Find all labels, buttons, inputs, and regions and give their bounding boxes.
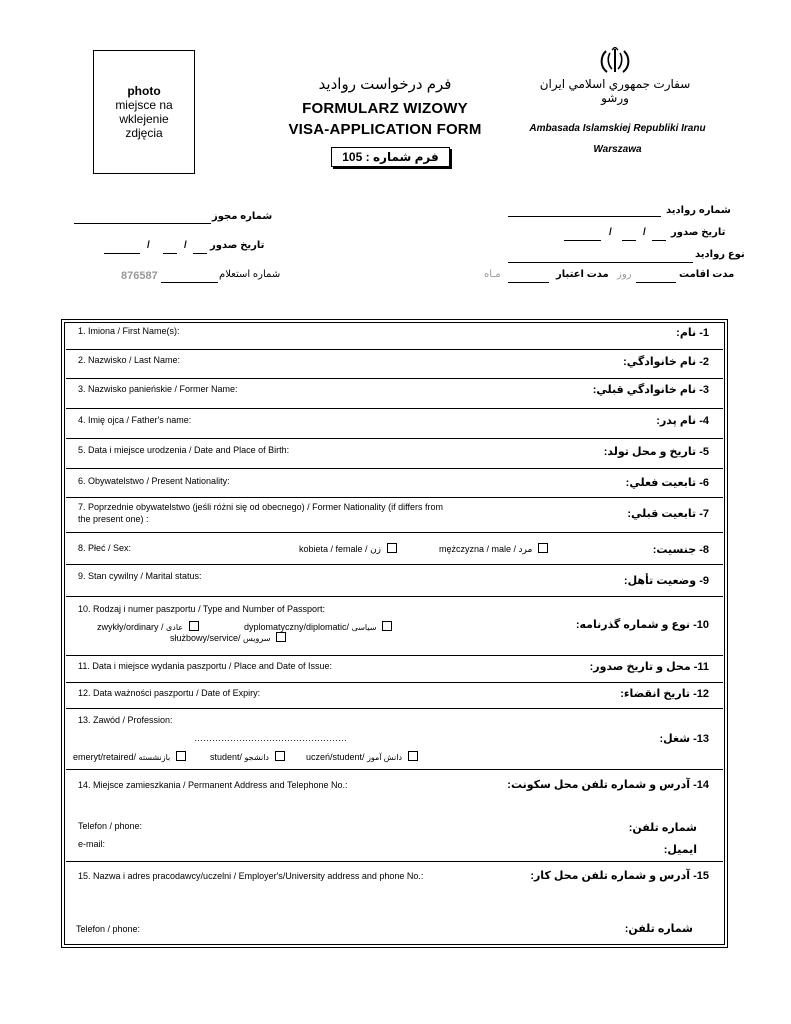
field-employer-pl: 15. Nazwa i adres pracodawcy/uczelni / Employer's/University address and phone No.: — [78, 871, 424, 881]
profession-dots: …………………………………………… — [194, 733, 347, 743]
title-farsi: فرم درخواست رواديد — [318, 76, 452, 93]
field-profession-pl: 13. Zawód / Profession: — [78, 715, 173, 725]
permit-no-line[interactable] — [74, 213, 211, 224]
validity-label: مدت اعتبار — [556, 269, 609, 280]
field-address-fa: 14- آدرس و شماره تلفن محل سكونت: — [507, 779, 709, 791]
field-first-name-pl: 1. Imiona / First Name(s): — [78, 326, 180, 336]
sex-male-fa: مرد — [518, 544, 533, 554]
stay-duration-label: مدت اقامت — [679, 269, 735, 280]
passport-service-pl: służbowy/service/ — [170, 633, 241, 643]
profession-pupil-checkbox[interactable] — [408, 751, 418, 761]
passport-ordinary-checkbox[interactable] — [189, 621, 199, 631]
form-number-label: فرم شماره : — [365, 150, 439, 164]
field-last-name[interactable] — [66, 350, 723, 379]
field-passport-expiry[interactable] — [66, 683, 723, 709]
sex-male-checkbox[interactable] — [538, 543, 548, 553]
profession-retired-fa: بازنشسته — [138, 753, 171, 762]
issue-date-left-month[interactable] — [163, 243, 177, 254]
field-first-name-fa: 1- نام: — [676, 327, 709, 339]
field-father-name-fa: 4- نام پدر: — [656, 415, 709, 427]
photo-text-2: wklejenie — [119, 112, 169, 126]
form-number-box — [331, 147, 450, 167]
title-english-text: VISA-APPLICATION FORM — [288, 121, 482, 138]
iran-emblem-icon — [600, 47, 630, 75]
visa-type-line[interactable] — [508, 252, 693, 263]
photo-box — [93, 50, 195, 174]
field-former-nationality[interactable] — [66, 498, 723, 533]
validity-line[interactable] — [508, 272, 549, 283]
field-address-pl: 14. Miejsce zamieszkania / Permanent Address and Telephone No.: — [78, 780, 348, 790]
embassy-farsi-line2: ورشو — [601, 91, 629, 105]
field-former-nationality-pl: 7. Poprzednie obywatelstwo (jeśli różni się od obecnego) / Former Nationality (if differs from — [78, 502, 443, 512]
profession-retired-option[interactable] — [73, 751, 186, 762]
form-number-value: 105 — [342, 150, 363, 164]
passport-service-checkbox[interactable] — [276, 632, 286, 642]
issue-date-right-day[interactable] — [652, 230, 666, 241]
embassy-farsi-line1: سفارت جمهوري اسلامي ايران — [539, 77, 691, 91]
employer-phone-fa: شماره تلفن: — [624, 923, 693, 935]
photo-text-1: miejsce na — [115, 98, 173, 112]
title-polish — [280, 100, 490, 117]
field-sex-fa: 8- جنسيت: — [652, 544, 709, 556]
photo-label: photo — [127, 84, 161, 98]
field-passport-issue-fa: 11- محل و تاريخ صدور: — [589, 661, 709, 673]
field-sex-pl: 8. Płeć / Sex: — [78, 543, 132, 553]
passport-service-fa: سرويس — [243, 634, 271, 643]
visa-type-label: نوع رواديد — [695, 249, 745, 260]
issue-date-right-month[interactable] — [622, 230, 636, 241]
field-former-nationality-pl2: the present one) : — [78, 514, 149, 524]
field-employer[interactable] — [66, 862, 723, 944]
field-passport-pl: 10. Rodzaj i numer paszportu / Type and Number of Passport: — [78, 604, 325, 614]
validity-month-label: مـاه — [484, 269, 501, 280]
permit-no-label: شماره مجوز — [212, 211, 273, 222]
title-polish-text: FORMULARZ WIZOWY — [302, 100, 468, 117]
field-father-name-pl: 4. Imię ojca / Father's name: — [78, 415, 192, 425]
passport-ordinary-option[interactable] — [97, 621, 199, 632]
employer-phone-pl: Telefon / phone: — [76, 924, 141, 934]
passport-ordinary-fa: عادی — [166, 623, 184, 632]
photo-text-3: zdjęcia — [125, 126, 163, 140]
field-passport-expiry-fa: 12- تاريخ انقضاء: — [620, 688, 709, 700]
field-passport-issue[interactable] — [66, 656, 723, 683]
embassy-polish-line1: Ambasada Islamskiej Republiki Iranu — [529, 123, 706, 134]
address-phone-fa: شماره تلفن: — [628, 822, 697, 834]
stay-day-label: روز — [617, 269, 632, 280]
field-former-name[interactable] — [66, 379, 723, 409]
stay-duration-line[interactable] — [636, 272, 676, 283]
visa-no-line[interactable] — [508, 206, 661, 217]
sex-female-option[interactable] — [299, 543, 397, 555]
field-birth[interactable] — [66, 439, 723, 469]
passport-ordinary-pl: zwykły/ordinary / — [97, 622, 164, 632]
issue-date-right-year[interactable] — [564, 230, 601, 241]
profession-retired-pl: emeryt/retaired/ — [73, 752, 137, 762]
address-phone-pl: Telefon / phone: — [78, 821, 143, 831]
passport-diplomatic-checkbox[interactable] — [382, 621, 392, 631]
issue-date-left-year[interactable] — [104, 243, 140, 254]
inquiry-no-value: 876587 — [121, 270, 158, 282]
field-employer-fa: 15- آدرس و شماره تلفن محل كار: — [530, 870, 709, 882]
field-nationality[interactable] — [66, 469, 723, 498]
profession-student-checkbox[interactable] — [275, 751, 285, 761]
issue-date-left-label: تاريخ صدور — [210, 240, 265, 251]
field-sex[interactable] — [66, 533, 723, 565]
profession-pupil-fa: دانش آموز — [367, 753, 402, 762]
sex-male-pl: mężczyzna / male / — [439, 544, 517, 554]
field-father-name[interactable] — [66, 409, 723, 439]
field-passport-fa: 10- نوع و شماره گذرنامه: — [575, 619, 709, 631]
field-last-name-pl: 2. Nazwisko / Last Name: — [78, 355, 181, 365]
profession-pupil-pl: uczeń/student/ — [306, 752, 365, 762]
field-nationality-fa: 6- تابعيت فعلي: — [625, 477, 709, 489]
passport-diplomatic-fa: سیاسی — [351, 623, 377, 632]
title-english — [280, 121, 490, 138]
issue-date-left-day[interactable] — [193, 243, 207, 254]
sex-male-option[interactable] — [439, 543, 548, 555]
field-marital[interactable] — [66, 565, 723, 597]
field-former-name-fa: 3- نام خانوادگي قبلي: — [592, 384, 709, 396]
visa-no-label: شماره رواديد — [666, 205, 731, 216]
field-address[interactable] — [66, 770, 723, 862]
field-former-nationality-fa: 7- تابعيت قبلي: — [627, 508, 709, 520]
profession-student-option[interactable] — [210, 751, 285, 762]
passport-service-option[interactable] — [170, 632, 286, 643]
field-nationality-pl: 6. Obywatelstwo / Present Nationality: — [78, 476, 230, 486]
inquiry-no-line[interactable] — [161, 272, 218, 283]
field-first-name[interactable] — [66, 322, 723, 350]
field-birth-fa: 5- تاريخ و محل تولد: — [603, 446, 709, 458]
profession-pupil-option[interactable] — [306, 751, 418, 762]
issue-date-right-label: تاريخ صدور — [671, 227, 726, 238]
field-former-name-pl: 3. Nazwisko panieńskie / Former Name: — [78, 384, 238, 394]
field-birth-pl: 5. Data i miejsce urodzenia / Date and Place of Birth: — [78, 445, 290, 455]
sex-female-checkbox[interactable] — [387, 543, 397, 553]
passport-diplomatic-pl: dyplomatyczny/diplomatic/ — [244, 622, 350, 632]
inquiry-no-label: شماره استعلام — [219, 269, 281, 280]
field-passport-issue-pl: 11. Data i miejsce wydania paszportu / Place and Date of Issue: — [78, 661, 332, 671]
field-marital-fa: 9- وضعيت تأهل: — [623, 575, 709, 587]
sex-female-pl: kobieta / female / — [299, 544, 368, 554]
field-passport-expiry-pl: 12. Data ważności paszportu / Date of Expiry: — [78, 688, 261, 698]
address-email-fa: ايميل: — [663, 844, 697, 856]
field-profession[interactable] — [66, 709, 723, 770]
address-email-pl: e-mail: — [78, 839, 106, 849]
profession-retired-checkbox[interactable] — [176, 751, 186, 761]
embassy-polish-line2: Warszawa — [593, 144, 642, 155]
passport-diplomatic-option[interactable] — [244, 621, 392, 632]
field-marital-pl: 9. Stan cywilny / Marital status: — [78, 571, 202, 581]
field-profession-fa: 13- شغل: — [659, 733, 709, 745]
profession-student-pl: student/ — [210, 752, 243, 762]
field-last-name-fa: 2- نام خانوادگي: — [623, 356, 709, 368]
field-passport[interactable] — [66, 597, 723, 656]
sex-female-fa: زن — [370, 544, 382, 554]
profession-student-fa: دانشجو — [244, 753, 269, 762]
